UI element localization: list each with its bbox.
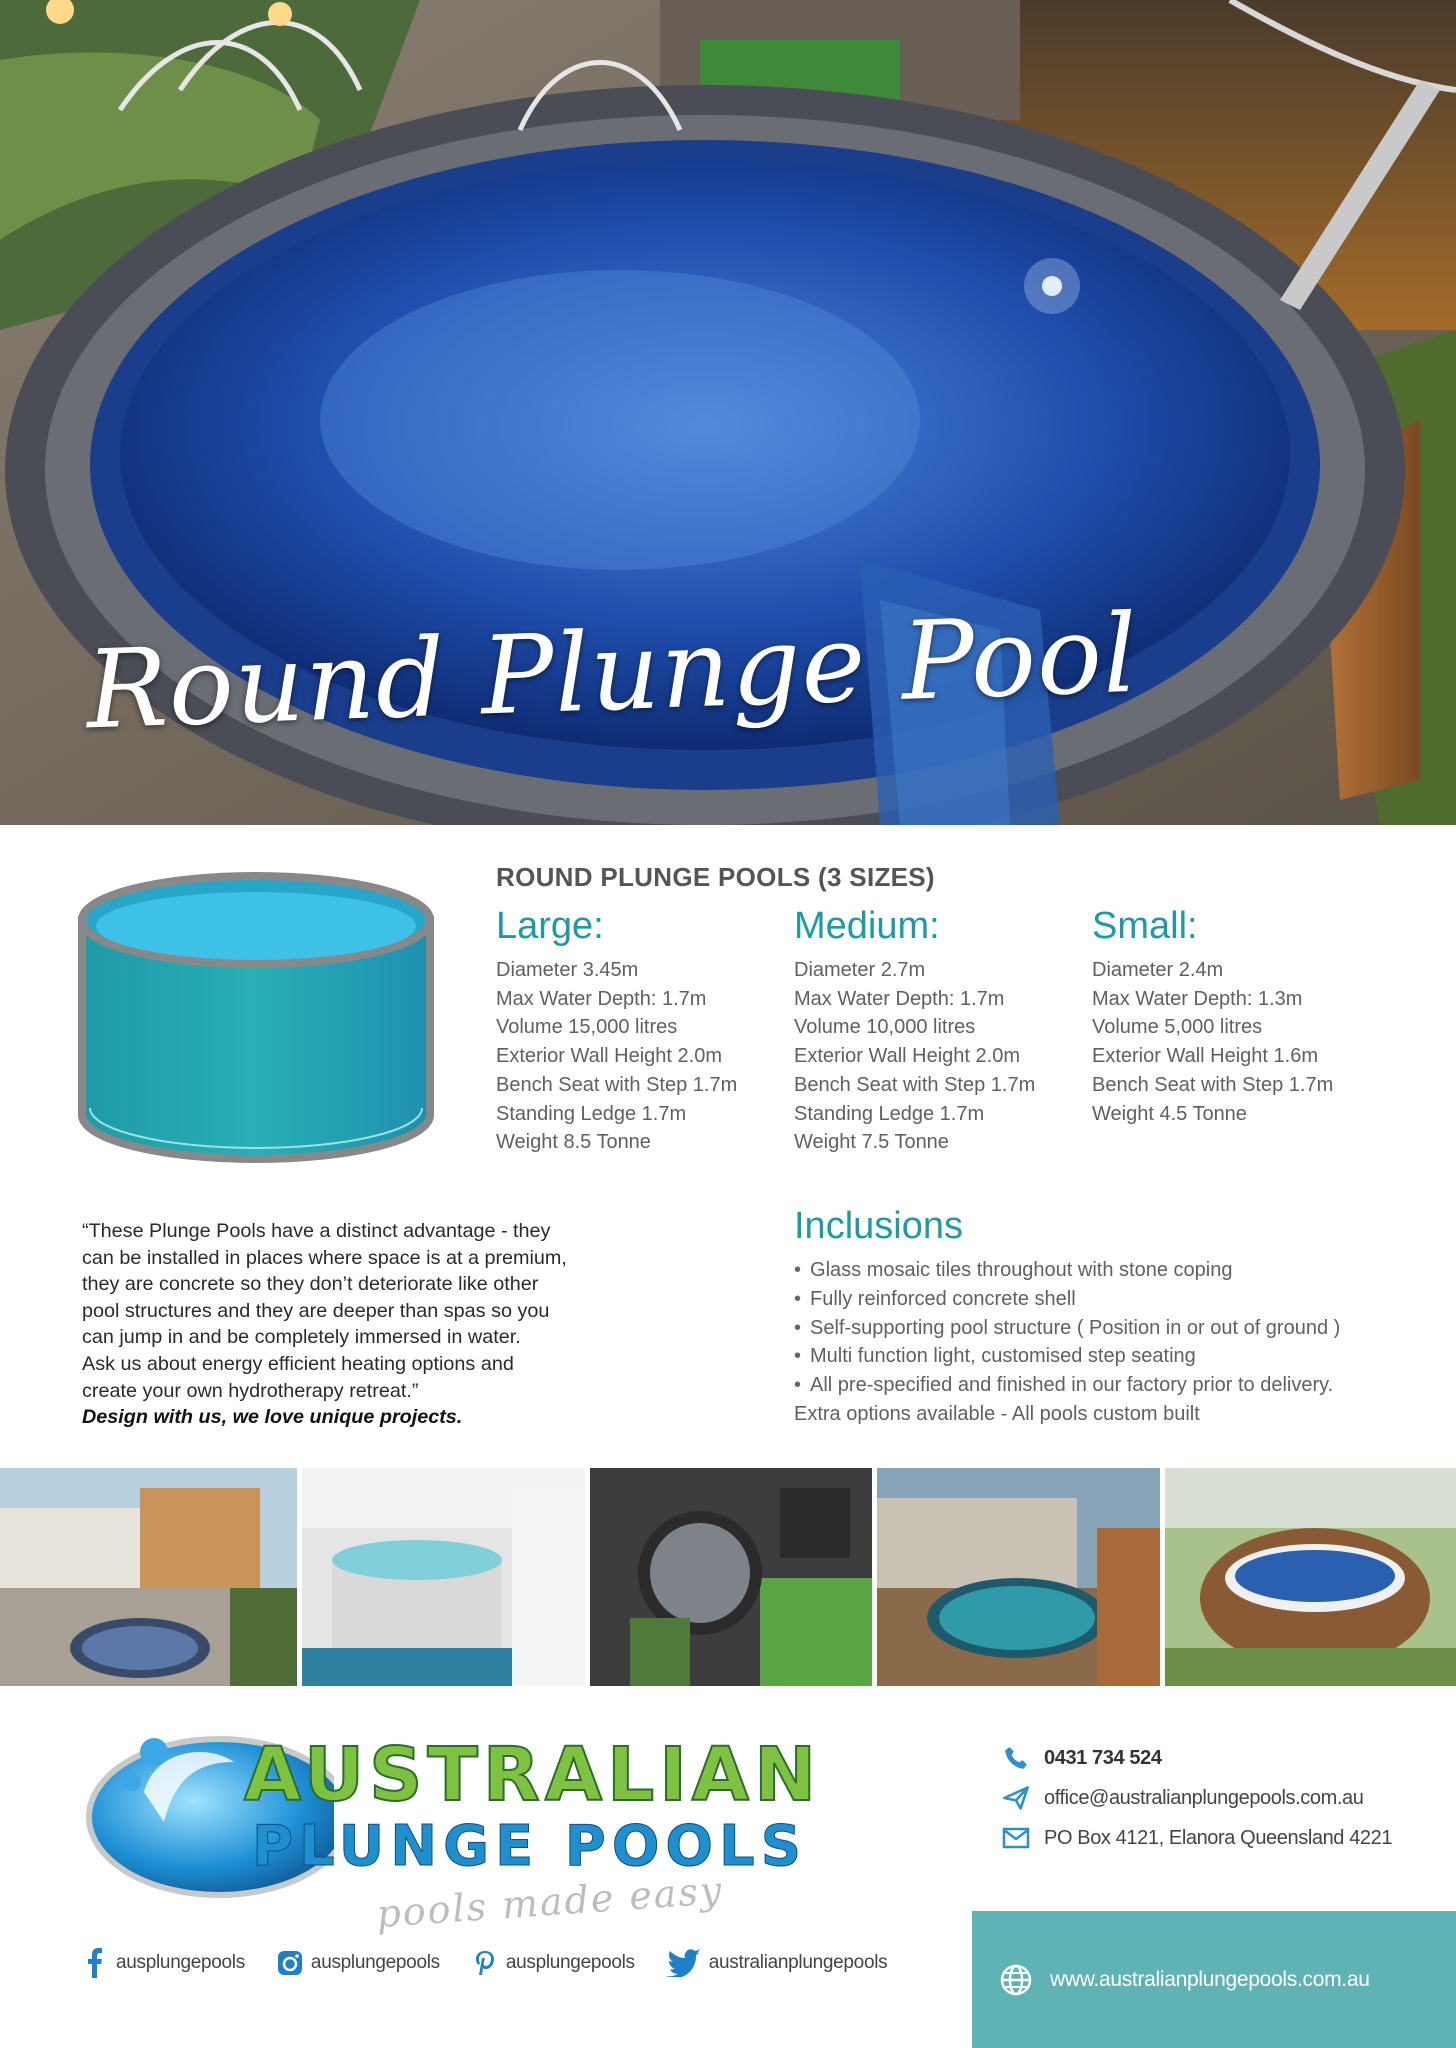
inclusion-item: • Glass mosaic tiles throughout with stone coping [794, 1256, 1434, 1285]
pool-cylinder-illustration [76, 870, 436, 1170]
inclusion-item: • Self-supporting pool structure ( Position in or out of ground ) [794, 1314, 1434, 1343]
inclusion-item: • All pre-specified and finished in our factory prior to delivery. [794, 1371, 1434, 1400]
twitter-icon [665, 1948, 703, 1978]
size-name: Large: [496, 905, 604, 947]
quote-line: can jump in and be completely immersed in water. [82, 1326, 521, 1349]
quote-tagline: Design with us, we love unique projects. [82, 1406, 463, 1429]
social-handle: ausplungepools [116, 1952, 245, 1973]
phone-icon [1000, 1742, 1032, 1774]
specs-heading: ROUND PLUNGE POOLS (3 SIZES) [496, 862, 935, 892]
social-twitter[interactable] [665, 1948, 888, 1978]
inclusions-list [794, 1256, 1434, 1400]
email-address: office@australianplungepools.com.au [1044, 1786, 1364, 1809]
spec-line: Volume 15,000 litres [496, 1016, 678, 1039]
spec-line: Exterior Wall Height 2.0m [496, 1045, 722, 1068]
spec-line: Max Water Depth: 1.7m [496, 987, 707, 1010]
size-column-medium [794, 905, 1094, 1157]
instagram-icon [275, 1948, 305, 1978]
spec-line: Bench Seat with Step 1.7m [496, 1073, 738, 1096]
spec-line: Weight 8.5 Tonne [496, 1131, 651, 1154]
gallery-photo-1 [0, 1468, 297, 1686]
quote-line: they are concrete so they don’t deteriorate like other [82, 1273, 539, 1296]
social-facebook[interactable] [80, 1948, 245, 1978]
inclusion-item: • Multi function light, customised step seating [794, 1342, 1434, 1371]
spec-line: Exterior Wall Height 1.6m [1092, 1045, 1318, 1068]
size-name: Small: [1092, 905, 1198, 947]
size-column-small [1092, 905, 1392, 1128]
social-handle: ausplungepools [310, 1952, 440, 1973]
quote-line: Ask us about energy efficient heating options and [82, 1352, 514, 1375]
inclusions-section [794, 1205, 1434, 1429]
contact-email[interactable] [1000, 1778, 1392, 1818]
spec-line: Volume 5,000 litres [1092, 1016, 1263, 1039]
logo-text-line2: PLUNGE POOLS [252, 1814, 808, 1879]
send-icon [1000, 1782, 1032, 1814]
photo-gallery [0, 1468, 1456, 1686]
postal-address: PO Box 4121, Elanora Queensland 4221 [1044, 1826, 1393, 1849]
gallery-photo-2 [302, 1468, 585, 1686]
spec-line: Max Water Depth: 1.3m [1092, 987, 1303, 1010]
contact-address [1000, 1818, 1392, 1858]
spec-line: Standing Ledge 1.7m [496, 1102, 687, 1125]
spec-line: Standing Ledge 1.7m [794, 1102, 985, 1125]
quote-line: pool structures and they are deeper than spas so you [82, 1299, 550, 1322]
social-handle: australianplungepools [708, 1952, 888, 1973]
inclusions-extra: Extra options available - All pools custom built [794, 1402, 1200, 1425]
inclusion-item: • Fully reinforced concrete shell [794, 1285, 1434, 1314]
spec-line: Bench Seat with Step 1.7m [1092, 1073, 1334, 1096]
size-name: Medium: [794, 905, 940, 947]
testimonial-quote [82, 1218, 642, 1431]
company-logo [84, 1712, 864, 1942]
gallery-photo-4 [877, 1468, 1160, 1686]
spec-line: Weight 4.5 Tonne [1092, 1102, 1247, 1125]
social-links [80, 1948, 917, 1978]
mail-icon [1000, 1822, 1032, 1854]
social-handle: ausplungepools [505, 1952, 635, 1973]
size-column-large [496, 905, 796, 1157]
quote-line: can be installed in places where space is at a premium, [82, 1246, 567, 1269]
logo-tagline: pools made easy [374, 1867, 725, 1937]
globe-icon [998, 1962, 1034, 1998]
spec-line: Exterior Wall Height 2.0m [794, 1045, 1020, 1068]
facebook-icon [80, 1948, 110, 1978]
phone-number: 0431 734 524 [1044, 1746, 1162, 1769]
quote-line: create your own hydrotherapy retreat.” [82, 1379, 419, 1402]
contact-details [1000, 1738, 1392, 1858]
inclusions-heading: Inclusions [794, 1205, 963, 1247]
spec-line: Volume 10,000 litres [794, 1016, 976, 1039]
spec-line: Diameter 2.7m [794, 959, 926, 981]
quote-line: “These Plunge Pools have a distinct advantage - they [82, 1220, 551, 1242]
pinterest-icon [470, 1948, 500, 1978]
hero-photo [0, 0, 1456, 825]
website-bar[interactable] [972, 1911, 1456, 2048]
social-pinterest[interactable] [470, 1948, 635, 1978]
gallery-photo-3 [590, 1468, 872, 1686]
spec-line: Weight 7.5 Tonne [794, 1131, 949, 1154]
gallery-photo-5 [1165, 1468, 1456, 1686]
spec-line: Diameter 3.45m [496, 959, 639, 981]
hero-title: Round Plunge Pool [84, 591, 1141, 754]
website-url: www.australianplungepools.com.au [1050, 1967, 1370, 1991]
spec-line: Bench Seat with Step 1.7m [794, 1073, 1036, 1096]
social-instagram[interactable] [275, 1948, 440, 1978]
spec-line: Diameter 2.4m [1092, 959, 1224, 981]
contact-phone[interactable] [1000, 1738, 1392, 1778]
spec-line: Max Water Depth: 1.7m [794, 987, 1005, 1010]
logo-text-line1: AUSTRALIAN [244, 1732, 821, 1818]
